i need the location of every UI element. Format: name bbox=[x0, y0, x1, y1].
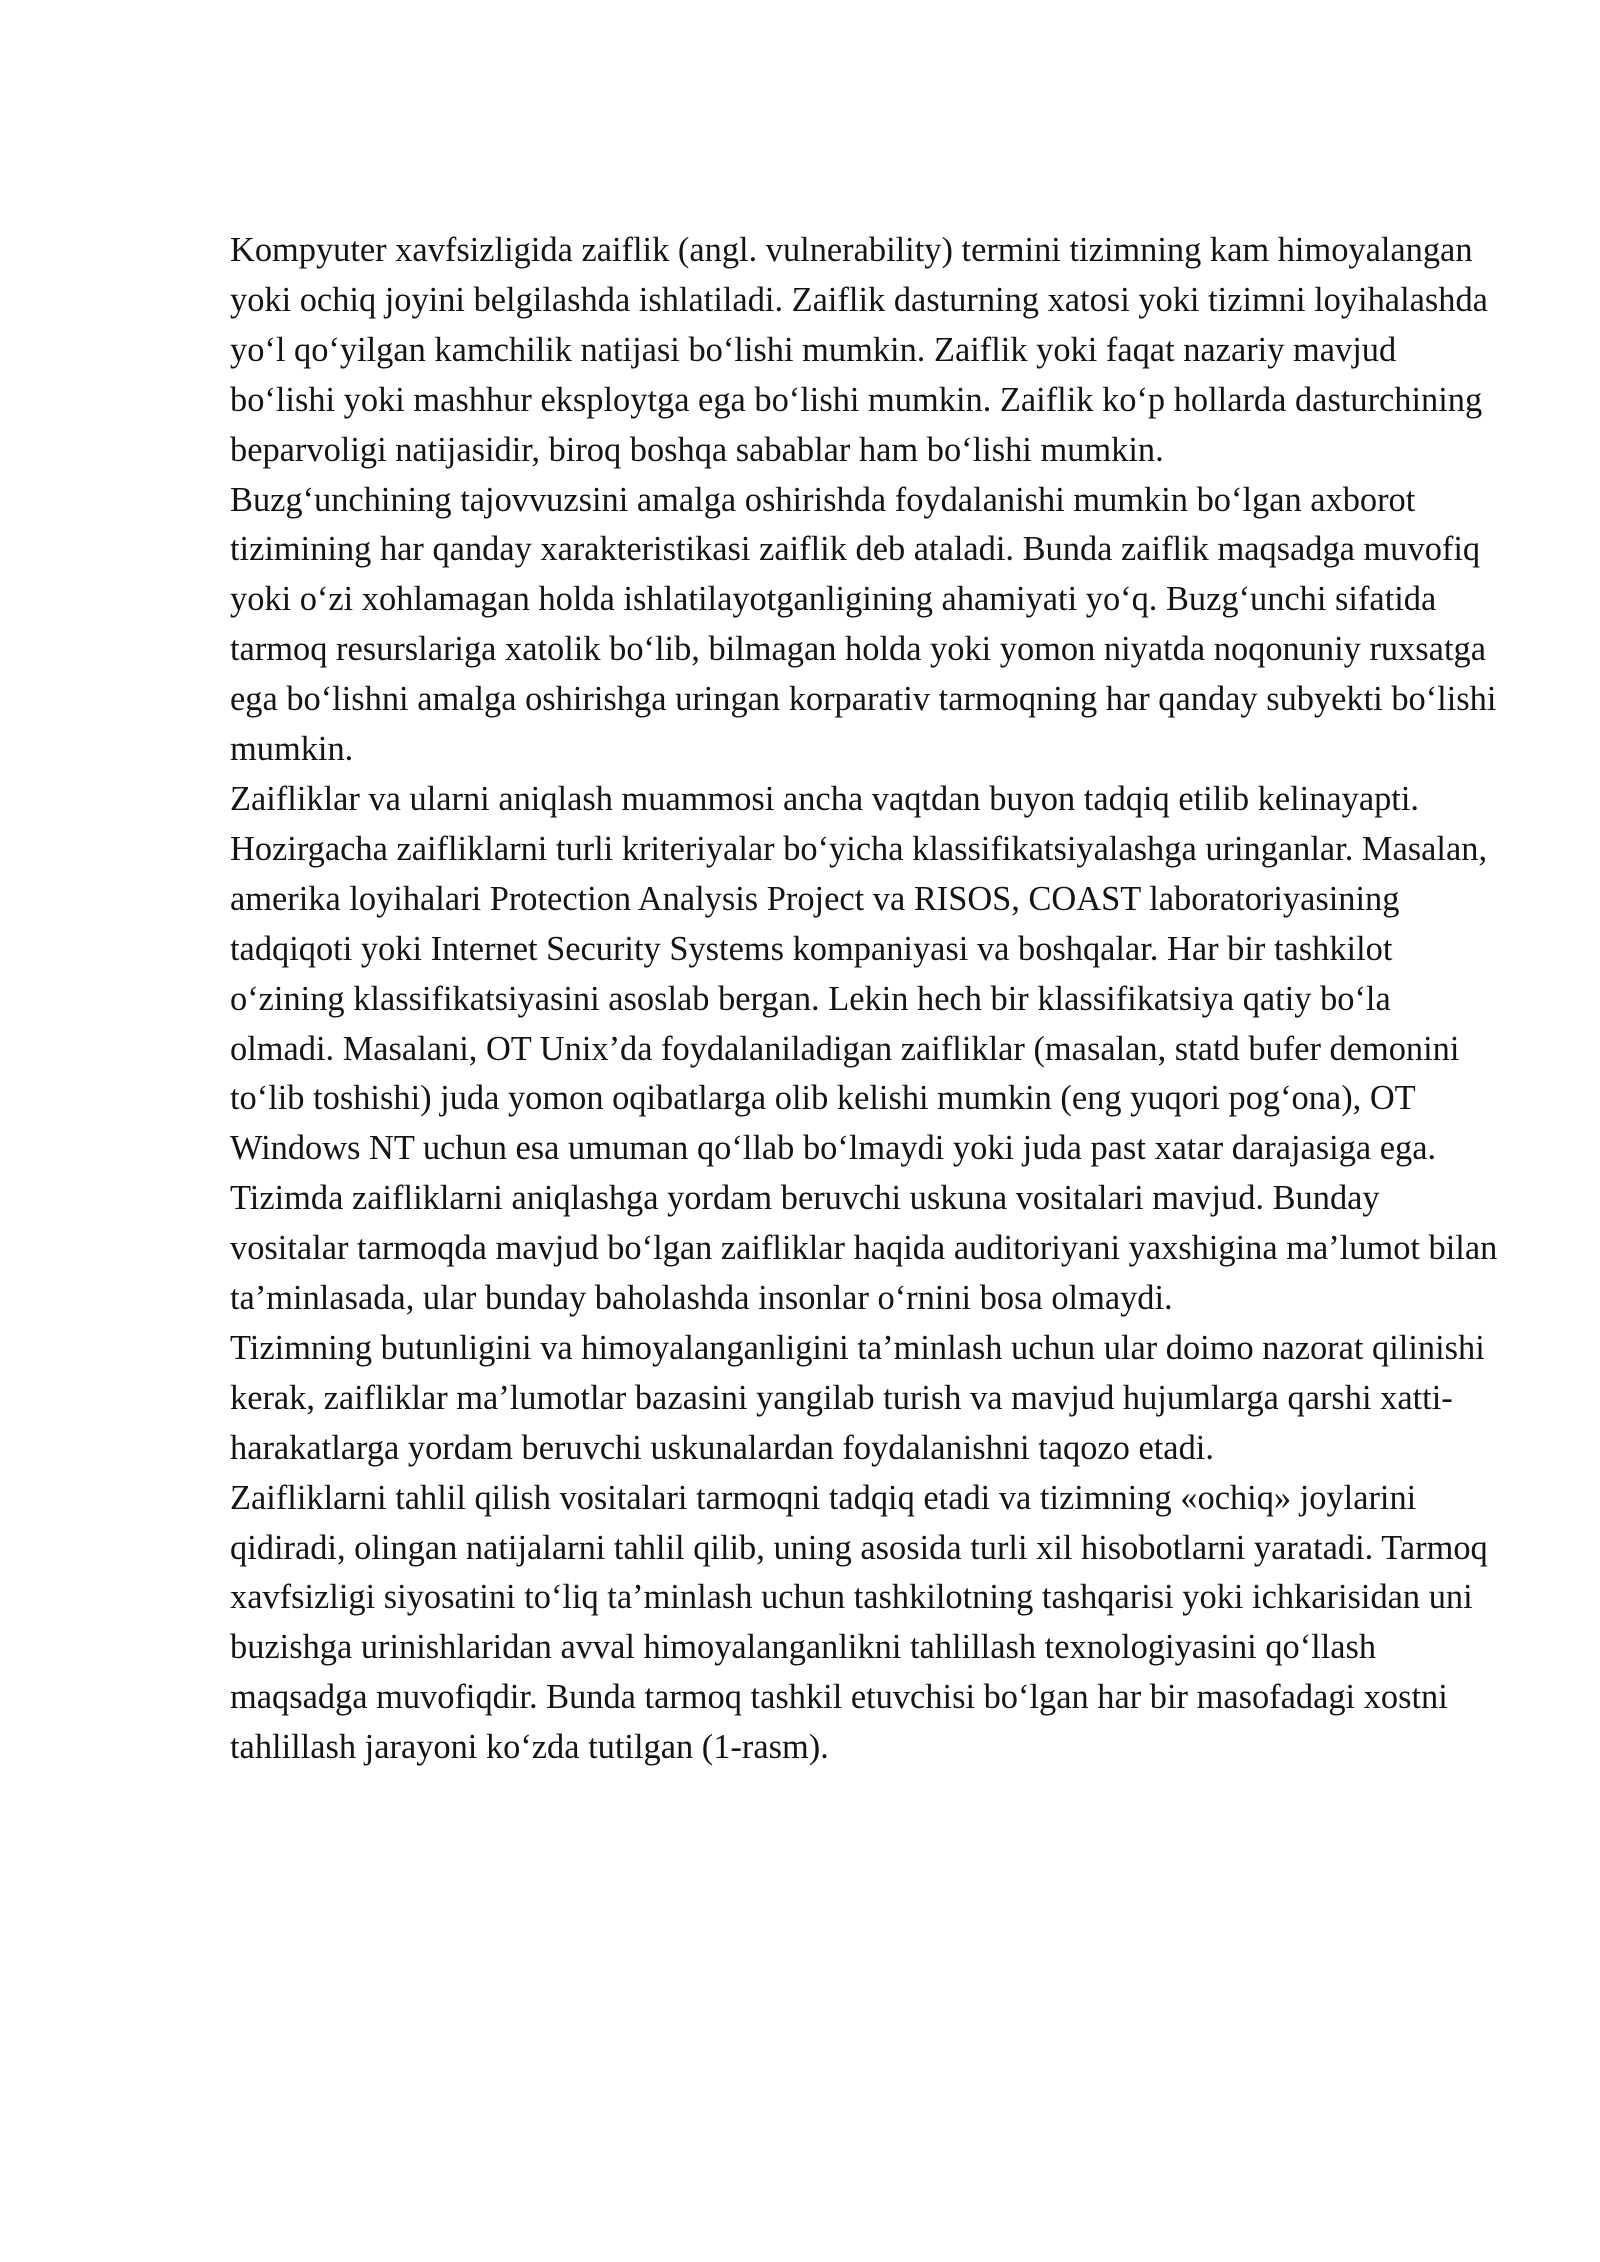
paragraph-classification: Zaifliklar va ularni aniqlash muammosi ancha vaqtdan buyon tadqiq etilib kelinayapti. Hozirgacha zaifliklarni turli kriteriyalar bo‘yicha klassifikatsiyalashga uringanlar. Masalan, amerika loyihalari Protection Analysis Project va RISOS, COAST laboratoriyasining tadqiqoti yoki Internet Security Systems kompaniyasi va boshqalar. Har bir tashkilot o‘zining klassifikatsiyasini asoslab bergan. Lekin hech bir klassifikatsiya qatiy bo‘la olmadi. Masalani, OT Unix’da foydalaniladigan zaifliklar (masalan, statd bufer demonini to‘lib toshishi) juda yomon oqibatlarga olib kelishi mumkin (eng yuqori pog‘ona), OT Windows NT uchun esa umuman qo‘llab bo‘lmaydi yoki juda past xatar darajasiga ega. bbox=[230, 779, 1488, 1168]
paragraph-detection-tools: Tizimda zaifliklarni aniqlashga yordam beruvchi uskuna vositalari mavjud. Bunday vositalar tarmoqda mavjud bo‘lgan zaifliklar haqida auditoriyani yaxshigina ma’lumot bilan ta’minlasada, ular bunday baholashda insonlar o‘rnini bosa olmaydi. bbox=[230, 1179, 1498, 1318]
paragraph-attacker-characteristics: Buzg‘unchining tajovvuzsini amalga oshirishda foydalanishi mumkin bo‘lgan axborot tizimining har qanday xarakteristikasi zaiflik deb ataladi. Bunda zaiflik maqsadga muvofiq yoki o‘zi xohlamagan holda ishlatilayotganligining ahamiyati yo‘q. Buzg‘unchi sifatida tarmoq resurslariga xatolik bo‘lib, bilmagan holda yoki yomon niyatda noqonuniy ruxsatga ega bo‘lishni amalga oshirishga uringan korparativ tarmoqning har qanday subyekti bo‘lishi mumkin. bbox=[230, 480, 1497, 769]
body-text bbox=[230, 226, 1500, 1773]
paragraph-analysis-tools: Zaifliklarni tahlil qilish vositalari tarmoqni tadqiq etadi va tizimning «ochiq» joylarini qidiradi, olingan natijalarni tahlil qilib, uning asosida turli xil hisobotlarni yaratadi. Tarmoq xavfsizligi siyosatini to‘liq ta’minlash uchun tashkilotning tashqarisi yoki ichkarisidan uni buzishga urinishlaridan avval himoyalanganlikni tahlillash texnologiyasini qo‘llash maqsadga muvofiqdir. Bunda tarmoq tashkil etuvchisi bo‘lgan har bir masofadagi xostni tahlillash jarayoni ko‘zda tutilgan (1-rasm). bbox=[230, 1478, 1488, 1767]
paragraph-integrity-monitoring: Tizimning butunligini va himoyalanganligini ta’minlash uchun ular doimo nazorat qilinishi kerak, zaifliklar ma’lumotlar bazasini yangilab turish va mavjud hujumlarga qarshi xatti-harakatlarga yordam beruvchi uskunalardan foydalanishni taqozo etadi. bbox=[230, 1328, 1485, 1467]
paragraph-vulnerability-definition: Kompyuter xavfsizligida zaiflik (angl. vulnerability) termini tizimning kam himoyalangan yoki ochiq joyini belgilashda ishlatiladi. Zaiflik dasturning xatosi yoki tizimni loyihalashda yo‘l qo‘yilgan kamchilik natijasi bo‘lishi mumkin. Zaiflik yoki faqat nazariy mavjud bo‘lishi yoki mashhur eksploytga ega bo‘lishi mumkin. Zaiflik ko‘p hollarda dasturchining beparvoligi natijasidir, biroq boshqa sabablar ham bo‘lishi mumkin. bbox=[230, 231, 1488, 469]
